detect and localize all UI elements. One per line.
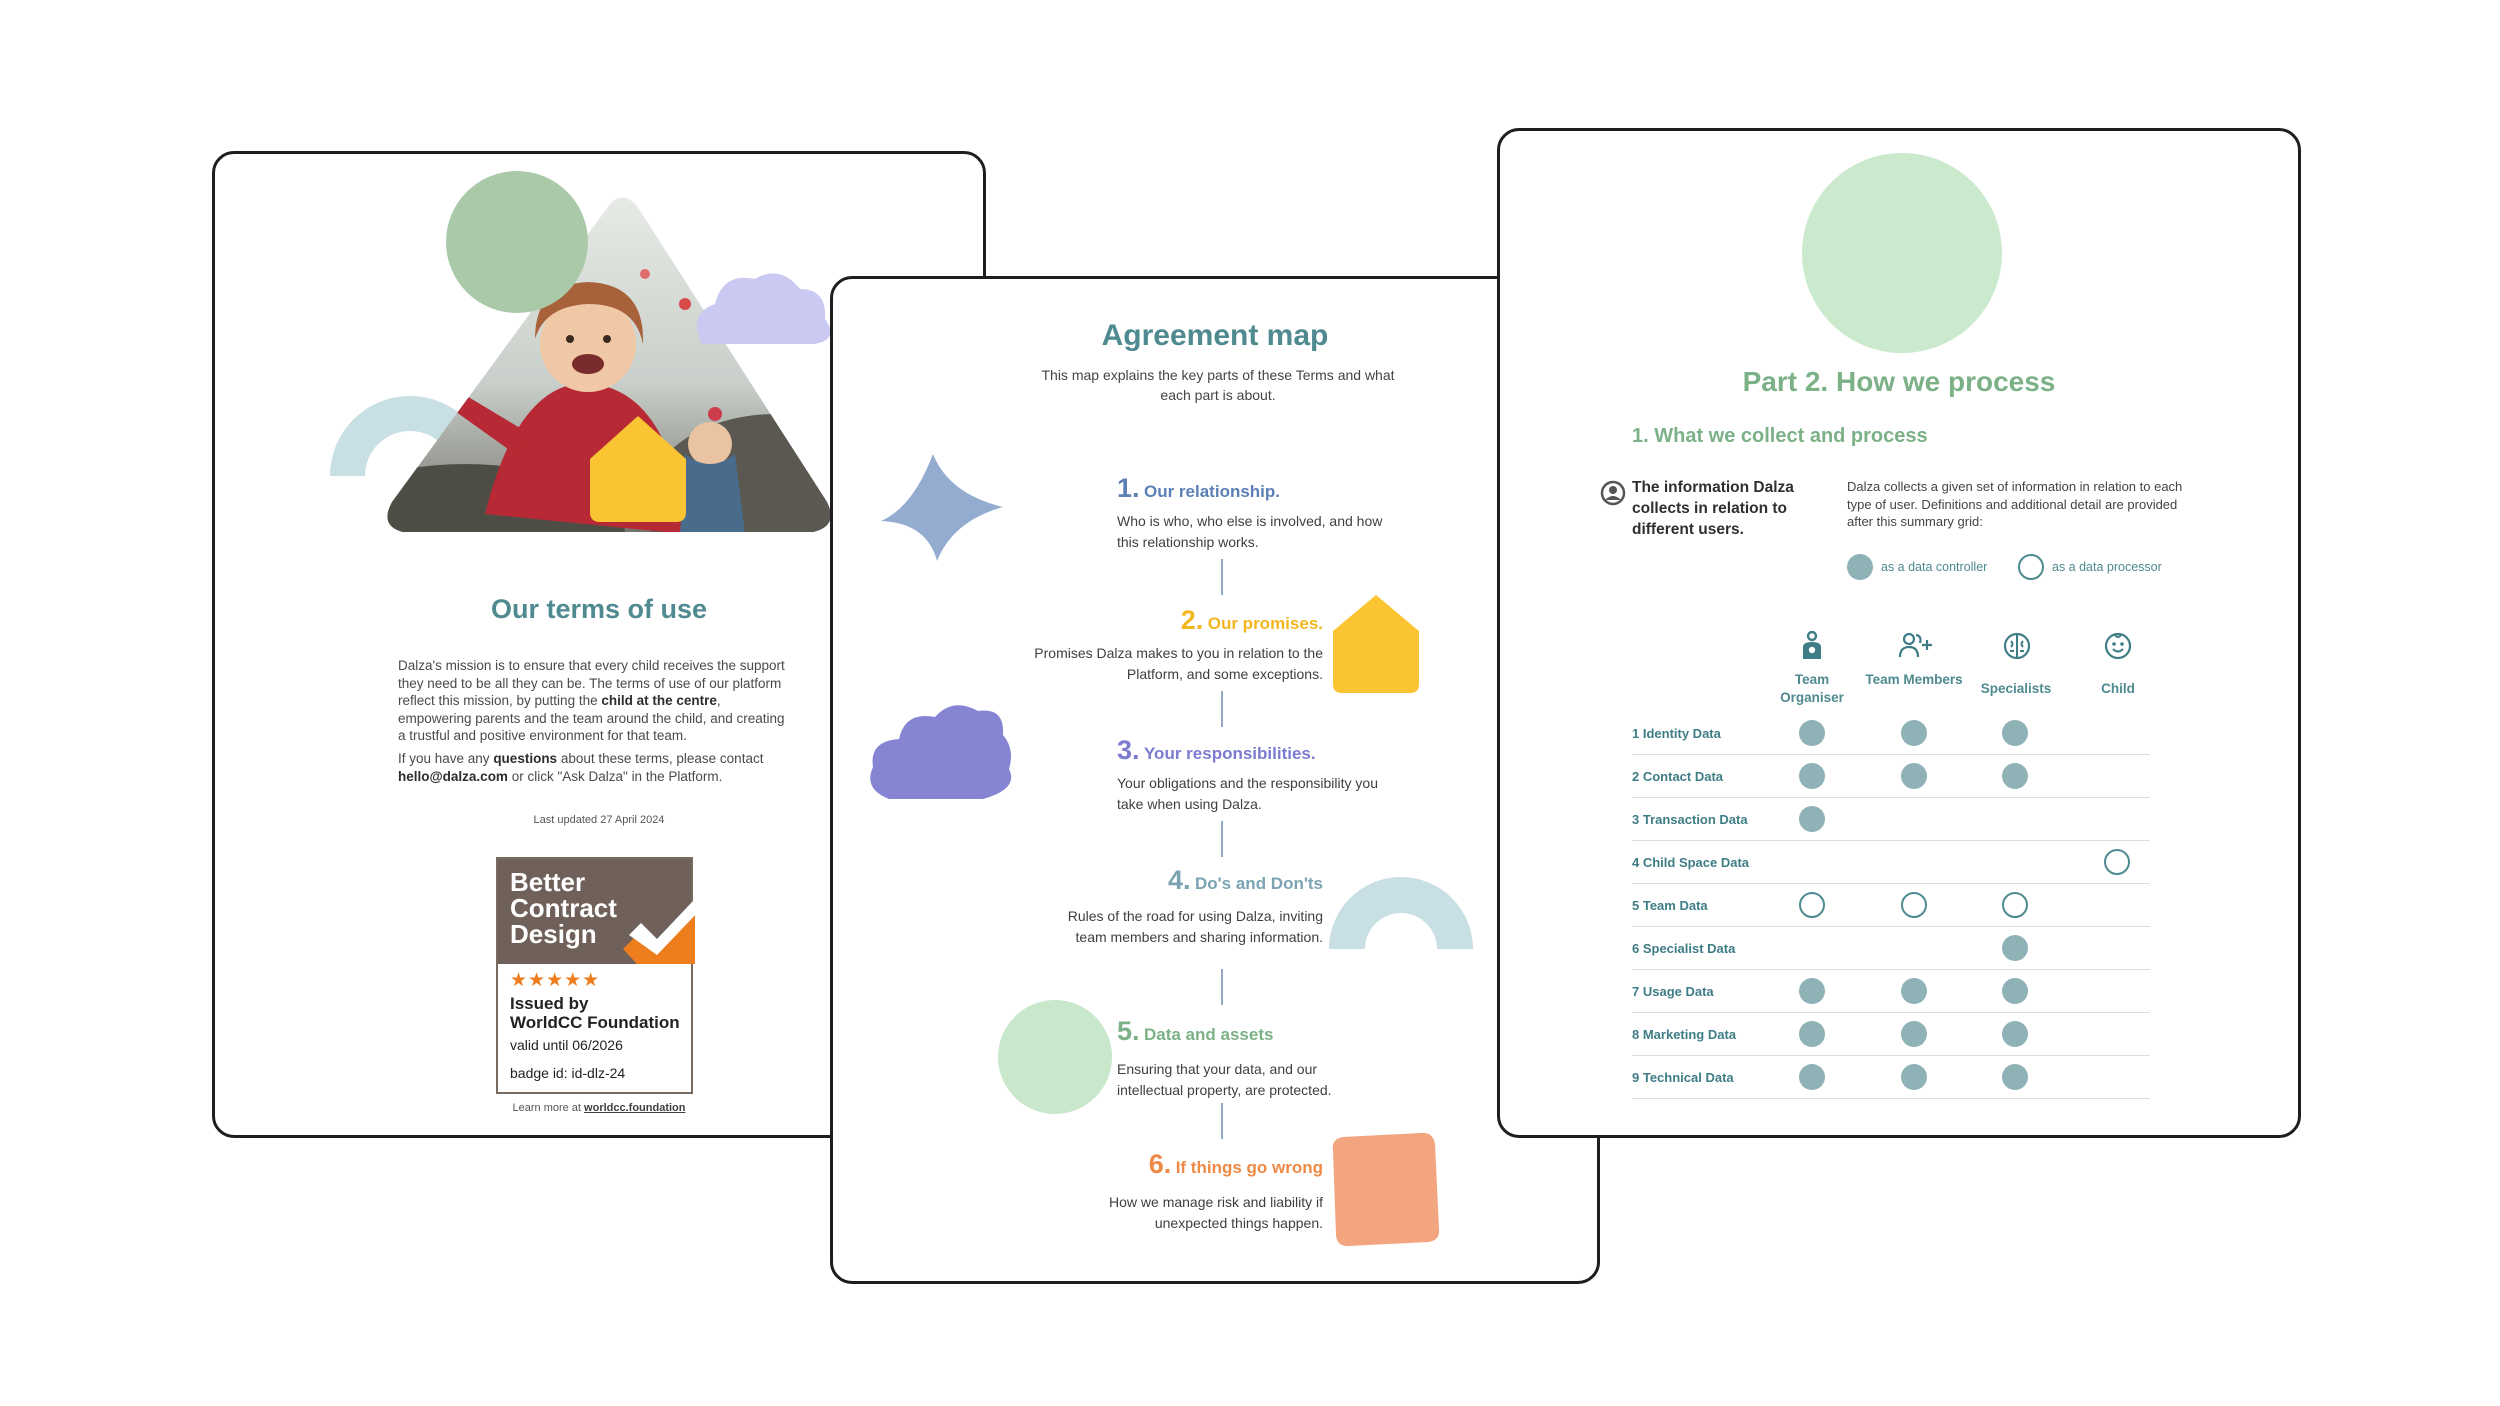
controller-dot <box>1901 1021 1927 1047</box>
checkmark-icon <box>623 897 695 964</box>
controller-dot <box>2002 935 2028 961</box>
badge-issued-by: Issued by <box>510 994 589 1013</box>
controller-dot <box>1799 1064 1825 1090</box>
row-label: 7 Usage Data <box>1632 984 1714 999</box>
item-description: Who is who, who else is involved, and how this relationship works. <box>1117 513 1383 550</box>
questions-emphasis: questions <box>493 751 558 766</box>
item-description: Rules of the road for using Dalza, inviting team members and sharing information. <box>1067 908 1323 945</box>
controller-dot <box>2002 1021 2028 1047</box>
item-description: How we manage risk and liability if unexpected things happen. <box>1109 1194 1323 1231</box>
arch-shape <box>1329 877 1473 949</box>
user-circle-icon <box>1600 480 1626 506</box>
legend-controller-label: as a data controller <box>1881 560 1988 574</box>
row-label: 3 Transaction Data <box>1632 812 1748 827</box>
mission-text-end: , empowering parents and the team around the child, and creating a trustful and positive environment for that team. <box>398 693 785 743</box>
column-header-specialists: Specialists <box>1980 681 2052 696</box>
badge-stars: ★★★★★ <box>510 970 601 991</box>
legend-processor-label: as a data processor <box>2052 560 2162 574</box>
page-title: Agreement map <box>1101 319 1329 352</box>
processor-dot <box>2104 849 2130 875</box>
contact-text: If you have any <box>398 751 494 766</box>
cloud-shape <box>870 705 1011 799</box>
item-number: 3. <box>1117 735 1140 765</box>
item-number: 4. <box>1167 865 1191 895</box>
item-number: 5. <box>1117 1016 1140 1046</box>
badge-line-2: Contract <box>510 893 617 923</box>
row-label: 9 Technical Data <box>1632 1070 1734 1085</box>
last-updated-date: Last updated 27 April 2024 <box>533 814 665 826</box>
row-label: 8 Marketing Data <box>1632 1027 1737 1042</box>
contact-email-link[interactable]: hello@dalza.com <box>398 768 508 784</box>
map-item-3[interactable] <box>1117 735 1316 766</box>
section-info: Dalza collects a given set of information in relation to each type of user. Definitions and additional detail are provided after this summary grid: <box>1847 479 2183 529</box>
item-heading: Our relationship. <box>1143 482 1281 501</box>
controller-dot <box>2002 978 2028 1004</box>
row-label: 1 Identity Data <box>1632 726 1721 741</box>
controller-dot <box>1799 806 1825 832</box>
item-description: Promises Dalza makes to you in relation to the Platform, and some exceptions. <box>1034 645 1323 682</box>
star-shape <box>881 454 1003 561</box>
page-title: Our terms of use <box>490 594 708 624</box>
row-separator <box>1632 840 2150 841</box>
controller-dot <box>1901 1064 1927 1090</box>
item-description: Ensuring that your data, and our intellectual property, are protected. <box>1117 1061 1332 1098</box>
brain-icon <box>2002 631 2032 661</box>
column-header-team-organiser: Team Organiser <box>1780 672 1844 705</box>
mission-text: Dalza's mission is to ensure that every child receives the support they need to be all they can be. The terms of use of our platform reflect this mission, by putting the <box>398 658 785 708</box>
item-heading: Your responsibilities. <box>1143 744 1316 763</box>
badge-header <box>498 859 691 964</box>
controller-dot <box>1799 1021 1825 1047</box>
green-circle-shape <box>446 171 588 313</box>
item-heading: Do's and Don'ts <box>1194 874 1323 893</box>
page-title: Part 2. How we process <box>1742 366 2056 397</box>
controller-dot <box>1901 763 1927 789</box>
item-heading: Our promises. <box>1207 614 1323 633</box>
agreement-map-page <box>830 276 1600 1284</box>
controller-dot <box>1901 720 1927 746</box>
controller-dot <box>1799 978 1825 1004</box>
worldcc-link[interactable]: worldcc.foundation <box>584 1102 686 1114</box>
page-subtitle: This map explains the key parts of these Terms and what each part is about. <box>1041 367 1395 403</box>
column-header-child: Child <box>2101 681 2135 696</box>
item-heading: Data and assets <box>1143 1025 1274 1044</box>
section-lead: The information Dalza collects in relation to different users. <box>1632 479 1794 538</box>
circle-shape <box>998 1000 1112 1114</box>
map-item-6[interactable] <box>1033 1149 1323 1180</box>
contact-paragraph <box>398 750 788 785</box>
item-number: 1. <box>1117 473 1140 503</box>
controller-dot <box>2002 720 2028 746</box>
controller-dot <box>2002 1064 2028 1090</box>
map-item-1[interactable] <box>1117 473 1280 504</box>
controller-dot <box>1901 978 1927 1004</box>
legend-outline-dot <box>2018 554 2044 580</box>
map-item-4[interactable] <box>1033 865 1323 896</box>
row-label: 2 Contact Data <box>1632 769 1724 784</box>
badge-valid-until: valid until 06/2026 <box>510 1037 623 1053</box>
contact-text-end: or click "Ask Dalza" in the Platform. <box>507 768 723 784</box>
contact-text-mid: about these terms, please contact <box>557 751 764 766</box>
cloud-shape <box>697 273 831 344</box>
controller-dot <box>1799 763 1825 789</box>
row-separator <box>1632 1055 2150 1056</box>
row-separator <box>1632 754 2150 755</box>
item-number: 6. <box>1148 1149 1172 1179</box>
processor-dot <box>1901 892 1927 918</box>
controller-dot <box>1799 720 1825 746</box>
map-item-2[interactable] <box>1033 605 1323 636</box>
badge-line-3: Design <box>510 919 597 949</box>
how-we-process-page <box>1497 128 2301 1138</box>
green-circle-shape <box>1800 151 2004 355</box>
row-separator <box>1632 926 2150 927</box>
item-heading: If things go wrong <box>1175 1158 1323 1177</box>
person-baby-icon <box>1799 631 1825 661</box>
item-description: Your obligations and the responsibility you take when using Dalza. <box>1117 775 1378 812</box>
processor-dot <box>1799 892 1825 918</box>
badge-line-1: Better <box>510 867 586 897</box>
people-add-icon <box>1898 631 1934 661</box>
child-photo <box>305 184 905 594</box>
row-label: 5 Team Data <box>1632 898 1708 913</box>
section-title: 1. What we collect and process <box>1632 425 1928 447</box>
mission-emphasis: child at the centre <box>601 693 717 708</box>
row-separator <box>1632 1012 2150 1013</box>
row-separator <box>1632 969 2150 970</box>
item-number: 2. <box>1180 605 1204 635</box>
row-separator <box>1632 1098 2150 1099</box>
row-separator <box>1632 883 2150 884</box>
processor-dot <box>2002 892 2028 918</box>
map-item-5[interactable] <box>1117 1016 1273 1047</box>
house-shape <box>1333 595 1419 693</box>
square-shape <box>1333 1133 1439 1246</box>
row-label: 4 Child Space Data <box>1632 855 1750 870</box>
child-face-icon <box>2103 631 2133 661</box>
column-header-team-members: Team Members <box>1865 672 1963 687</box>
mission-paragraph <box>398 657 788 745</box>
better-contract-design-badge <box>496 857 693 1094</box>
row-label: 6 Specialist Data <box>1632 941 1736 956</box>
learn-more-text: Learn more at <box>512 1102 585 1114</box>
badge-id: badge id: id-dlz-24 <box>510 1065 626 1081</box>
badge-issuer: WorldCC Foundation <box>510 1013 680 1032</box>
controller-dot <box>2002 763 2028 789</box>
row-separator <box>1632 797 2150 798</box>
legend-filled-dot <box>1847 554 1873 580</box>
